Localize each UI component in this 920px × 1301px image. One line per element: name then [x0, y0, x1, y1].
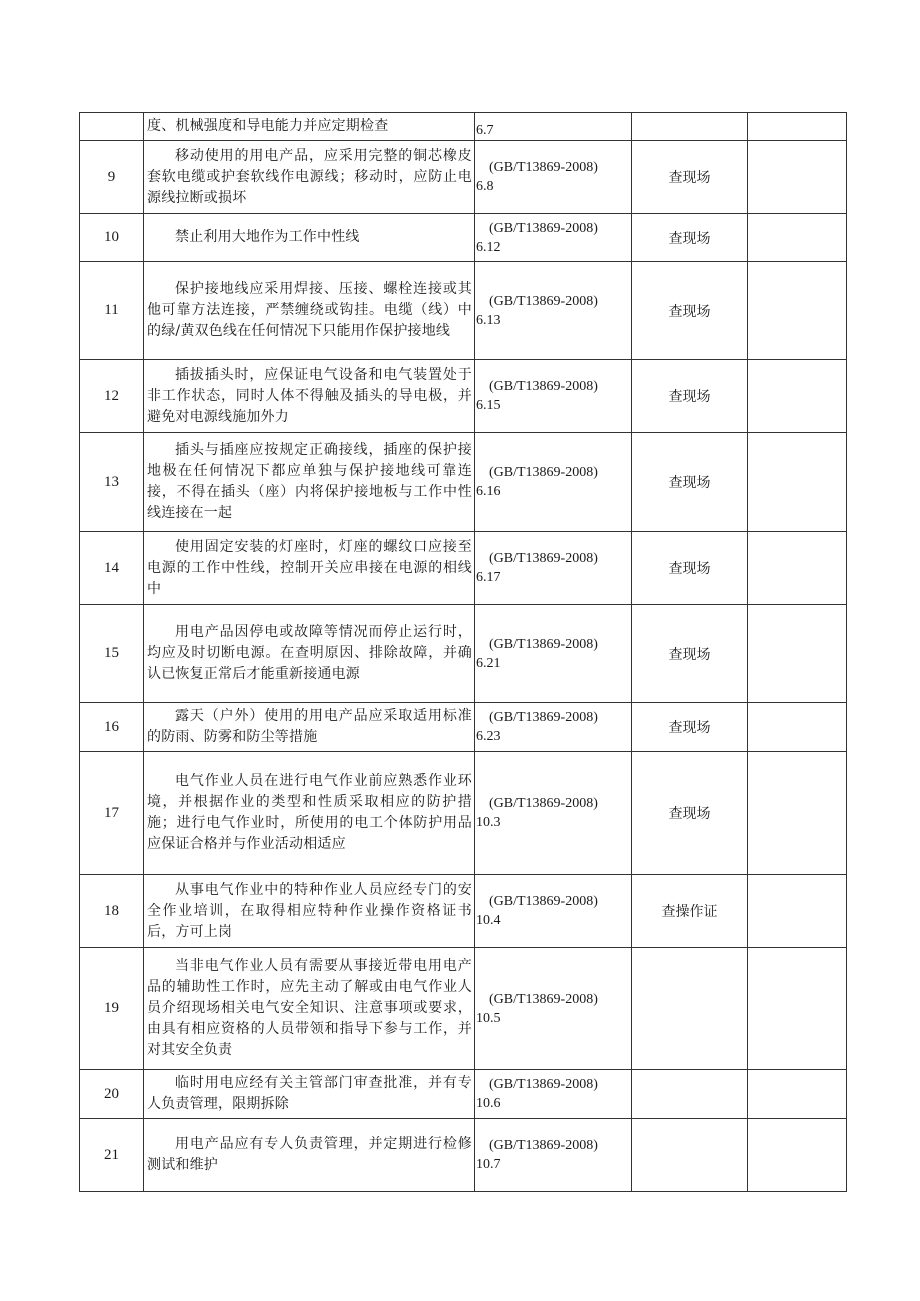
table-row	[80, 214, 847, 262]
item-number: 18	[80, 875, 144, 948]
table-row	[80, 433, 847, 532]
result-cell	[748, 113, 847, 141]
result-cell	[748, 1119, 847, 1192]
basis-reference	[475, 1075, 631, 1113]
requirement-text: 度、机械强度和导电能力并应定期检查	[147, 118, 389, 134]
requirement-text: 用电产品因停电或故障等情况而停止运行时，均应及时切断电源。在查明原因、排除故障，并确认已恢复正常后才能重新接通电源	[147, 624, 472, 682]
standard-code: (GB/T13869-2008)	[489, 894, 598, 909]
check-method: 查现场	[632, 605, 748, 703]
item-number: 13	[80, 433, 144, 532]
check-method: 查操作证	[632, 875, 748, 948]
basis-reference	[475, 377, 631, 415]
requirement-cell	[144, 141, 475, 214]
standard-code: (GB/T13869-2008)	[489, 465, 598, 480]
table-row	[80, 262, 847, 360]
result-cell	[748, 948, 847, 1070]
requirement-text: 用电产品应有专人负责管理，并定期进行检修测试和维护	[147, 1136, 472, 1173]
standard-code: (GB/T13869-2008)	[489, 1077, 598, 1092]
check-method: 查现场	[632, 262, 748, 360]
table-row	[80, 1119, 847, 1192]
table-row	[80, 1070, 847, 1119]
item-number: 14	[80, 532, 144, 605]
basis-reference	[475, 113, 631, 140]
item-number: 19	[80, 948, 144, 1070]
requirement-cell	[144, 1119, 475, 1192]
item-number: 12	[80, 360, 144, 433]
result-cell	[748, 605, 847, 703]
requirement-cell	[144, 703, 475, 752]
result-cell	[748, 141, 847, 214]
check-method: 查现场	[632, 532, 748, 605]
table-row	[80, 948, 847, 1070]
result-cell	[748, 214, 847, 262]
clause-number: 6.13	[476, 312, 501, 328]
requirement-text: 当非电气作业人员有需要从事接近带电用电产品的辅助性工作时，应先主动了解或由电气作业人员介绍现场相关电气安全知识、注意事项或要求，由具有相应资格的人员带领和指导下参与工作，并对其安全负责	[147, 958, 472, 1058]
item-number: 20	[80, 1070, 144, 1119]
check-method	[632, 113, 748, 141]
basis-cell	[475, 262, 632, 360]
table-row	[80, 360, 847, 433]
result-cell	[748, 360, 847, 433]
basis-cell	[475, 433, 632, 532]
clause-number: 6.8	[476, 179, 494, 194]
table-row	[80, 141, 847, 214]
item-number: 10	[80, 214, 144, 262]
table-row	[80, 875, 847, 948]
clause-number: 6.21	[476, 655, 501, 671]
requirement-text: 临时用电应经有关主管部门审查批准，并有专人负责管理，限期拆除	[147, 1075, 472, 1112]
requirement-cell	[144, 113, 475, 141]
item-number: 15	[80, 605, 144, 703]
item-number: 16	[80, 703, 144, 752]
result-cell	[748, 1070, 847, 1119]
table-row	[80, 113, 847, 141]
basis-cell	[475, 605, 632, 703]
table-body	[80, 113, 847, 1192]
basis-cell	[475, 1070, 632, 1119]
basis-cell	[475, 113, 632, 141]
table-row	[80, 752, 847, 875]
item-number: 11	[80, 262, 144, 360]
requirement-cell	[144, 605, 475, 703]
requirement-text: 露天（户外）使用的用电产品应采取适用标准的防雨、防雾和防尘等措施	[147, 708, 472, 745]
table-row	[80, 605, 847, 703]
clause-number: 10.4	[476, 913, 501, 928]
basis-reference	[475, 549, 631, 587]
requirement-text: 从事电气作业中的特种作业人员应经专门的安全作业培训，在取得相应特种作业操作资格证书后，方可上岗	[147, 881, 472, 940]
requirement-cell	[144, 752, 475, 875]
basis-cell	[475, 214, 632, 262]
standard-code: (GB/T13869-2008)	[489, 710, 598, 725]
check-method: 查现场	[632, 752, 748, 875]
basis-reference	[475, 794, 631, 832]
check-method	[632, 1070, 748, 1119]
basis-reference	[475, 219, 631, 257]
result-cell	[748, 532, 847, 605]
table-row	[80, 532, 847, 605]
requirement-text: 插头与插座应按规定正确接线，插座的保护接地极在任何情况下都应单独与保护接地线可靠连接，不得在插头（座）内将保护接地板与工作中性线连接在一起	[147, 442, 472, 521]
table-row	[80, 703, 847, 752]
item-number: 9	[80, 141, 144, 214]
basis-cell	[475, 948, 632, 1070]
clause-number: 6.23	[476, 729, 501, 744]
clause-number: 6.12	[476, 239, 501, 255]
basis-reference	[475, 1136, 631, 1174]
basis-cell	[475, 1119, 632, 1192]
standard-code: (GB/T13869-2008)	[489, 551, 598, 566]
basis-cell	[475, 875, 632, 948]
basis-reference	[475, 635, 631, 673]
requirement-text: 移动使用的用电产品，应采用完整的铜芯橡皮套软电缆或护套软线作电源线；移动时，应防止电源线拉断或损坏	[147, 147, 472, 206]
requirement-text: 禁止利用大地作为工作中性线	[175, 229, 360, 245]
requirement-text: 插拔插头时，应保证电气设备和电气装置处于非工作状态，同时人体不得触及插头的导电极，并避免对电源线施加外力	[147, 366, 472, 425]
basis-reference	[475, 158, 631, 196]
standard-code: (GB/T13869-2008)	[489, 160, 598, 175]
clause-number: 6.17	[476, 570, 501, 585]
standard-code: (GB/T13869-2008)	[489, 991, 598, 1007]
standard-code: (GB/T13869-2008)	[489, 293, 598, 309]
check-method	[632, 1119, 748, 1192]
clause-number: 6.7	[476, 123, 494, 138]
clause-number: 6.15	[476, 398, 501, 413]
basis-cell	[475, 360, 632, 433]
requirement-cell	[144, 1070, 475, 1119]
clause-number: 10.7	[476, 1157, 501, 1172]
check-method: 查现场	[632, 360, 748, 433]
check-method	[632, 948, 748, 1070]
basis-cell	[475, 141, 632, 214]
clause-number: 10.3	[476, 815, 501, 830]
requirement-text: 保护接地线应采用焊接、压接、螺栓连接或其他可靠方法连接，严禁缠绕或钩挂。电缆（线）中的绿/黄双色线在任何情况下只能用作保护接地线	[147, 281, 472, 339]
basis-reference	[475, 463, 631, 501]
result-cell	[748, 703, 847, 752]
inspection-table	[79, 112, 847, 1192]
requirement-cell	[144, 433, 475, 532]
basis-reference	[475, 708, 631, 746]
standard-code: (GB/T13869-2008)	[489, 379, 598, 394]
basis-cell	[475, 752, 632, 875]
requirement-cell	[144, 360, 475, 433]
check-method: 查现场	[632, 703, 748, 752]
standard-code: (GB/T13869-2008)	[489, 220, 598, 236]
item-number	[80, 113, 144, 141]
standard-code: (GB/T13869-2008)	[489, 796, 598, 811]
result-cell	[748, 433, 847, 532]
check-method: 查现场	[632, 214, 748, 262]
basis-cell	[475, 703, 632, 752]
requirement-cell	[144, 948, 475, 1070]
requirement-cell	[144, 214, 475, 262]
requirement-cell	[144, 875, 475, 948]
clause-number: 10.5	[476, 1010, 501, 1026]
requirement-cell	[144, 262, 475, 360]
requirement-text: 电气作业人员在进行电气作业前应熟悉作业环境，并根据作业的类型和性质采取相应的防护措施；进行电气作业时，所使用的电工个体防护用品应保证合格并与作业活动相适应	[147, 773, 472, 852]
clause-number: 10.6	[476, 1096, 501, 1111]
check-method: 查现场	[632, 433, 748, 532]
result-cell	[748, 262, 847, 360]
standard-code: (GB/T13869-2008)	[489, 636, 598, 652]
result-cell	[748, 875, 847, 948]
clause-number: 6.16	[476, 484, 501, 499]
requirement-text: 使用固定安装的灯座时，灯座的螺纹口应接至电源的工作中性线，控制开关应串接在电源的相线中	[147, 538, 472, 597]
basis-reference	[475, 990, 631, 1028]
check-method: 查现场	[632, 141, 748, 214]
basis-reference	[475, 292, 631, 330]
result-cell	[748, 752, 847, 875]
item-number: 21	[80, 1119, 144, 1192]
basis-cell	[475, 532, 632, 605]
basis-reference	[475, 892, 631, 930]
standard-code: (GB/T13869-2008)	[489, 1138, 598, 1153]
item-number: 17	[80, 752, 144, 875]
requirement-cell	[144, 532, 475, 605]
